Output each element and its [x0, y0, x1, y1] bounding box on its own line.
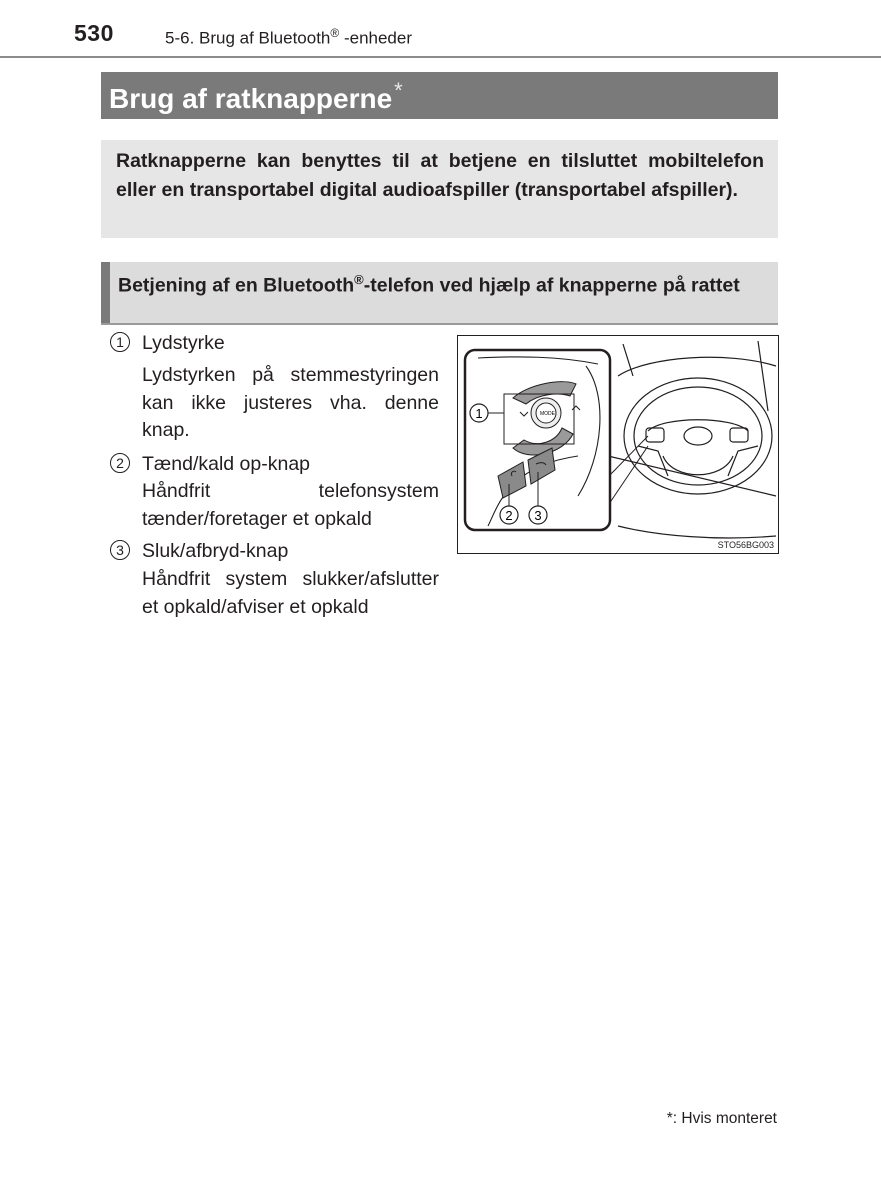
page-title-text: Brug af ratknapperne	[109, 83, 393, 114]
page-number: 530	[74, 20, 114, 46]
section-label	[165, 26, 412, 49]
subheading-after: -telefon ved hjælp af knapperne på rattet	[363, 274, 740, 297]
item-description-2: Håndfrit telefonsystem tænder/foretager et opkald	[142, 480, 439, 530]
steering-wheel-figure	[457, 335, 779, 554]
footnote-marker: *	[666, 1110, 673, 1127]
footnote-text: : Hvis monteret	[672, 1110, 777, 1127]
intro-text: Ratknapperne kan benyttes til at betjene en tilsluttet mobiltelefon eller en transportabel digital audioafspiller (transportabel afspiller).	[116, 150, 764, 201]
item-title-2: Tænd/kald op-knap	[142, 453, 311, 475]
intro-box	[101, 140, 778, 238]
title-footnote-marker: *	[394, 78, 403, 103]
item-number-2: 2	[110, 453, 130, 473]
section-suffix: -enheder	[339, 28, 413, 48]
registered-mark: ®	[330, 26, 340, 40]
item-description-3: Håndfrit system slukker/afslutter et opkald/afviser et opkald	[142, 568, 439, 618]
footnote	[667, 1110, 777, 1128]
item-number-1: 1	[110, 332, 130, 352]
steering-wheel-illustration	[458, 336, 778, 553]
mode-label: MODE	[540, 411, 555, 417]
item-number-3: 3	[110, 540, 130, 560]
figure-code: STO56BG003	[717, 540, 774, 550]
subheading-bar	[101, 262, 778, 325]
header-rule	[0, 56, 881, 58]
page-title	[109, 78, 403, 115]
subheading-before: Betjening af en Bluetooth	[118, 274, 355, 297]
item-title-3: Sluk/afbryd-knap	[142, 540, 289, 562]
section-prefix: 5-6. Brug af Bluetooth	[165, 28, 331, 48]
subheading-accent	[101, 262, 110, 323]
callout-label-3: 3	[534, 508, 542, 523]
item-title-1: Lydstyrke	[142, 332, 225, 354]
item-description-1: Lydstyrken på stemmestyringen kan ikke justeres vha. denne knap.	[142, 364, 439, 441]
subheading	[118, 266, 767, 300]
callout-label-1: 1	[475, 406, 483, 421]
subheading-registered-mark: ®	[354, 272, 364, 287]
callout-label-2: 2	[505, 508, 513, 523]
title-bar	[101, 72, 778, 119]
